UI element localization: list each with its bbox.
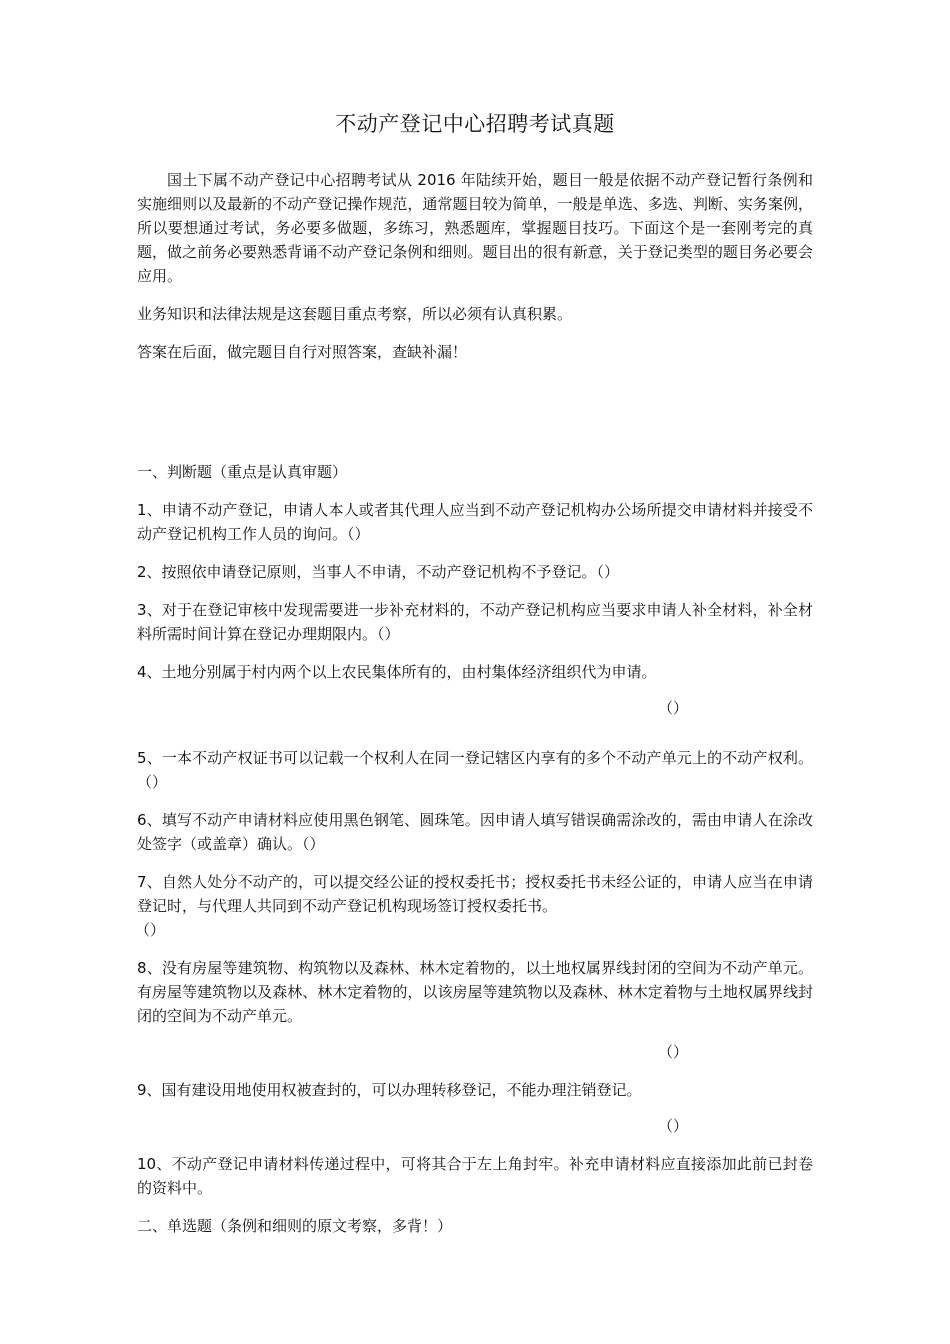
question-8: 8、没有房屋等建筑物、构筑物以及森林、林木定着物的，以土地权属界线封闭的空间为不动产单元。有房屋等建筑物以及森林、林木定着物的，以该房屋等建筑物以及森林、林木定着物与土地权属界线封闭的空间为不动产单元。 [137, 959, 813, 1025]
question-9: 9、国有建设用地使用权被查封的，可以办理转移登记，不能办理注销登记。 [137, 1081, 642, 1099]
answer-blank-8: （） [657, 1043, 688, 1061]
answer-blank-4: （） [657, 699, 688, 717]
section-heading-judgment: 一、判断题（重点是认真审题） [137, 463, 348, 481]
answer-blank-9: （） [657, 1117, 688, 1135]
question-10: 10、不动产登记申请材料传递过程中，可将其合于左上角封牢。补充申请材料应直接添加此前已封卷的资料中。 [137, 1155, 813, 1197]
question-6: 6、填写不动产申请材料应使用黑色钢笔、圆珠笔。因申请人填写错误确需涂改的，需由申请人在涂改处签字（或盖章）确认。（） [137, 811, 813, 853]
question-7: 7、自然人处分不动产的，可以提交经公证的授权委托书；授权委托书未经公证的，申请人应当在申请登记时，与代理人共同到不动产登记机构现场签订授权委托书。 [137, 873, 813, 915]
question-2: 2、按照依申请登记原则，当事人不申请，不动产登记机构不予登记。（） [137, 563, 620, 581]
document-title: 不动产登记中心招聘考试真题 [335, 112, 615, 136]
question-1: 1、申请不动产登记，申请人本人或者其代理人应当到不动产登记机构办公场所提交申请材料并接受不动产登记机构工作人员的询问。（） [137, 501, 813, 543]
answer-blank-7: （） [135, 921, 166, 939]
question-5: 5、一本不动产权证书可以记载一个权利人在同一登记辖区内享有的多个不动产单元上的不动产权利。（） [137, 749, 813, 791]
blank-space [137, 378, 813, 460]
question-3: 3、对于在登记审核中发现需要进一步补充材料的，不动产登记机构应当要求申请人补全材料，补全材料所需时间计算在登记办理期限内。（） [137, 601, 813, 643]
intro-note-2: 答案在后面，做完题目自行对照答案，查缺补漏！ [137, 343, 468, 361]
intro-paragraph: 国土下属不动产登记中心招聘考试从 2016 年陆续开始，题目一般是依据不动产登记暂行条例和实施细则以及最新的不动产登记操作规范，通常题目较为简单，一般是单选、多选、判断、实务案例，所以要想通过考试，务必要多做题，多练习，熟悉题库，掌握题目技巧。下面这个是一套刚考完的真题，做之前务必要熟悉背诵不动产登记条例和细则。题目出的很有新意，关于登记类型的题目务必要会应用。 [137, 171, 813, 285]
section-heading-single-choice: 二、单选题（条例和细则的原文考察，多背！） [137, 1217, 453, 1235]
question-4: 4、土地分别属于村内两个以上农民集体所有的，由村集体经济组织代为申请。 [137, 663, 657, 681]
document-page [137, 108, 813, 1252]
intro-note-1: 业务知识和法律法规是这套题目重点考察，所以必须有认真积累。 [137, 305, 573, 323]
